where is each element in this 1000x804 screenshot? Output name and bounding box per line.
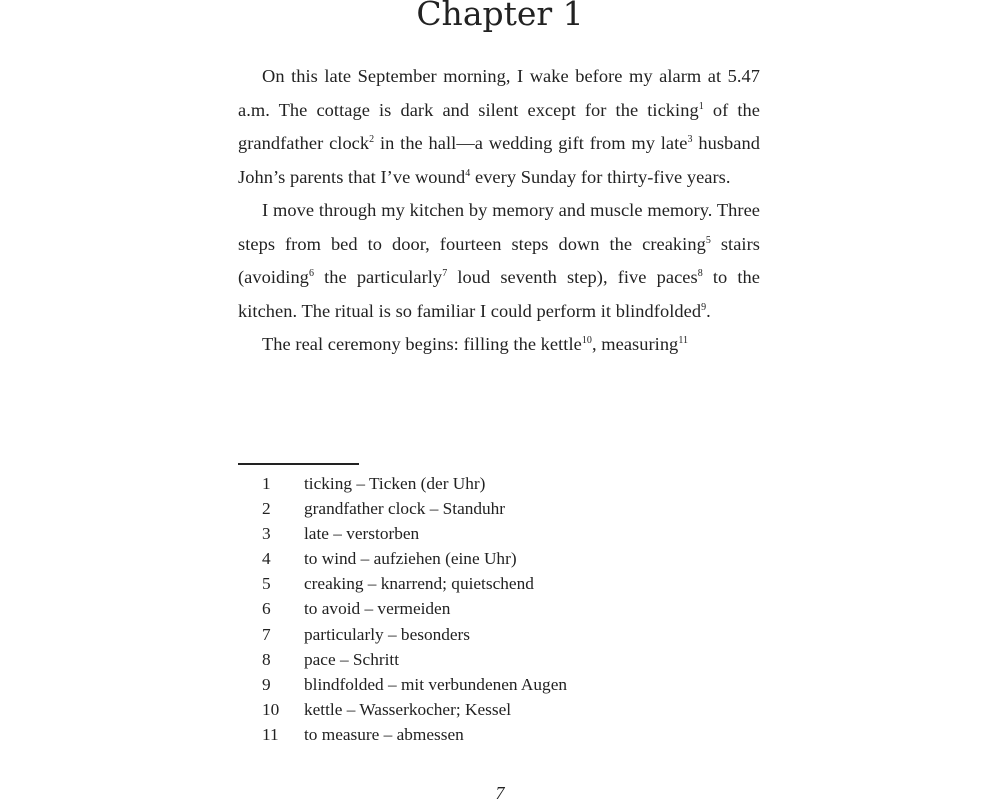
footnote-marker: 9: [701, 301, 707, 313]
footnote-marker: 4: [465, 167, 471, 179]
footnote-marker: 8: [697, 268, 703, 279]
footnote-divider: [238, 463, 359, 465]
footnote-number: 10: [262, 699, 280, 719]
footnote-item: [238, 647, 758, 672]
text-run: the particularly: [314, 267, 443, 287]
footnote-number: 2: [262, 499, 271, 519]
footnote-text: particularly – besonders: [304, 624, 471, 644]
paragraph: [238, 328, 760, 362]
footnote-number: 5: [262, 574, 271, 594]
footnote-text: to measure – abmessen: [304, 724, 464, 744]
footnote-item: [238, 596, 758, 621]
footnote-marker: 10: [581, 335, 592, 346]
page-number: 7: [495, 783, 505, 803]
footnote-number: 6: [262, 599, 271, 619]
footnote-number: 9: [262, 674, 271, 694]
footnote-item: [238, 722, 758, 747]
text-run: stairs (avoiding: [238, 233, 760, 287]
paragraph: [238, 60, 760, 194]
footnote-text: pace – Schritt: [304, 649, 400, 669]
text-run: I move through my kitchen by memory and muscle memory. Three steps from bed to door, fourteen steps down the creaking: [238, 200, 760, 254]
footnote-item: [238, 546, 758, 571]
footnote-text: to avoid – vermeiden: [304, 599, 451, 619]
text-run: , measuring: [591, 334, 679, 354]
footnote-number: 1: [262, 474, 271, 493]
footnote-text: grandfather clock – Standuhr: [304, 499, 506, 519]
footnote-text: late – verstorben: [304, 524, 420, 544]
footnote-item: [238, 672, 758, 697]
footnote-number: 7: [262, 624, 271, 644]
footnote-text: ticking – Ticken (der Uhr): [304, 474, 486, 493]
footnote-number: 3: [262, 524, 271, 544]
footnote-text: kettle – Wasserkocher; Kessel: [304, 699, 512, 719]
footnote-item: [238, 496, 758, 521]
footnote-marker: 6: [308, 268, 314, 279]
text-run: On this late September morning, I wake before my alarm at 5.47 a.m. The cottage is dark and silent except for the ticking: [238, 66, 760, 120]
text-run: every Sunday for thirty-five years.: [470, 166, 731, 187]
text-run: of the grandfather clock: [238, 99, 760, 153]
footnote-text: blindfolded – mit verbundenen Augen: [304, 674, 568, 694]
footnote-number: 8: [262, 649, 271, 669]
text-run: The real ceremony begins: filling the kettle: [262, 334, 582, 354]
chapter-title: Chapter 1: [416, 0, 584, 33]
footnote-marker: 2: [369, 134, 375, 145]
text-run: in the hall—a wedding gift from my late: [374, 133, 688, 153]
footnote-list: [238, 471, 758, 747]
footnote-text: creaking – knarrend; quietschend: [304, 574, 534, 594]
footnote-item: [238, 521, 758, 546]
body-text: [238, 60, 760, 362]
footnote-number: 4: [262, 549, 271, 569]
footnote-item: [238, 471, 758, 496]
footnote-item: [238, 571, 758, 596]
footnote-number: 11: [262, 724, 279, 744]
footnote-item: [238, 697, 758, 722]
text-run: loud seventh step), five paces: [447, 267, 698, 287]
text-run: to the kitchen. The ritual is so familiar I could perform it blindfolded: [238, 267, 760, 321]
paragraph: [238, 194, 760, 328]
footnote-marker: 3: [687, 134, 693, 145]
footnote-item: [238, 622, 758, 647]
footnote-marker: 1: [698, 100, 704, 112]
text-run: .: [706, 300, 711, 321]
footnote-marker: 5: [705, 234, 711, 246]
footnote-marker: 7: [442, 268, 448, 279]
footnote-marker: 11: [678, 335, 689, 346]
text-run: husband John’s parents that I’ve wound: [238, 133, 761, 187]
footnote-text: to wind – aufziehen (eine Uhr): [304, 549, 517, 569]
